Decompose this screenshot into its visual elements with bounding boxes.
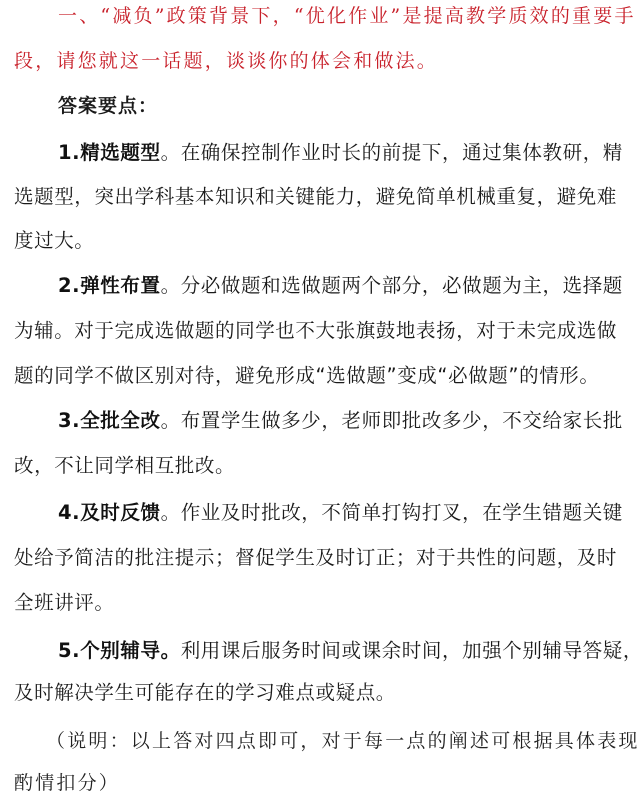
point-3-number: 3. [58,409,81,432]
point-1-number: 1. [58,141,81,164]
point-2-title: 弹性布置 [80,274,161,297]
point-2-text: 。分必做题和选做题两个部分，必做题为主，选择题 [160,274,623,297]
point-4-line-1 [58,501,644,525]
point-1-line-3: 度过大。 [14,229,95,252]
question-line-1: 一、“减负”政策背景下，“优化作业”是提高教学质效的重要手 [58,5,636,27]
answer-heading: 答案要点： [58,95,159,117]
point-4-text: 。作业及时批改，不简单打钩打叉，在学生错题关键 [160,501,623,524]
point-2-number: 2. [58,274,81,297]
note-line-1: （说明：以上答对四点即可，对于每一点的阐述可根据具体表现 [46,730,640,752]
point-2-line-1 [58,274,644,298]
point-2-line-2: 为辅。对于完成选做题的同学也不大张旗鼓地表扬，对于未完成选做 [14,319,618,342]
point-3-title: 全批全改 [80,409,161,432]
question-line-2: 段，请您就这一话题，谈谈你的体会和做法。 [14,50,439,72]
point-5-line-2: 及时解决学生可能存在的学习难点或疑点。 [14,681,396,704]
point-3-text: 。布置学生做多少，老师即批改多少，不交给家长批 [160,409,623,432]
point-5-title: 个别辅导。 [80,639,181,662]
point-1-title: 精选题型 [80,141,161,164]
point-5-text: 利用课后服务时间或课余时间，加强个别辅导答疑， [180,639,644,662]
point-5-number: 5. [58,639,81,662]
point-4-line-2: 处给予简洁的批注提示；督促学生及时订正；对于共性的问题，及时 [14,546,618,569]
point-1-line-2: 选题型，突出学科基本知识和关键能力，避免简单机械重复，避免难 [14,185,618,208]
point-5-line-1 [58,639,644,663]
point-1-text: 。在确保控制作业时长的前提下，通过集体教研，精 [160,141,623,164]
point-1-line-1 [58,141,644,165]
point-4-title: 及时反馈 [80,501,161,524]
point-4-number: 4. [58,501,81,524]
point-3-line-1 [58,409,644,433]
note-line-2: 酌情扣分） [14,772,121,794]
point-3-line-2: 改，不让同学相互批改。 [14,454,236,477]
point-4-line-3: 全班讲评。 [14,591,115,614]
point-2-line-3: 题的同学不做区别对待，避免形成“选做题”变成“必做题”的情形。 [14,364,600,387]
